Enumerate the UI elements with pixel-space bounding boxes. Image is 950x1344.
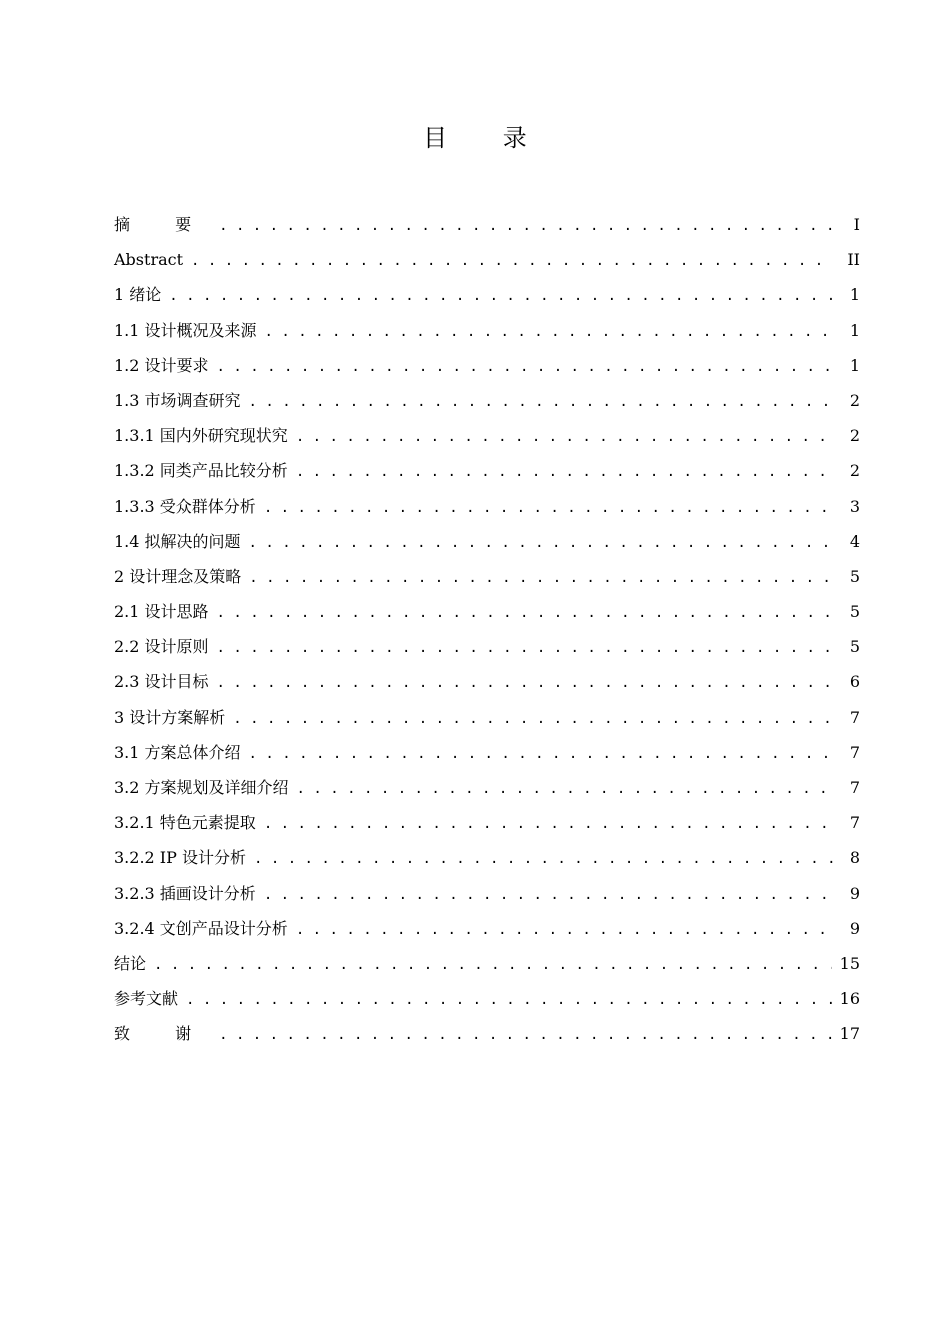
toc-dot-leader <box>249 737 834 772</box>
toc-dot-leader <box>296 420 834 455</box>
toc-entry-label: 3 设计方案解析 <box>114 707 226 727</box>
toc-dot-leader <box>264 807 834 842</box>
toc-entry[interactable] <box>114 277 860 312</box>
toc-dot-leader <box>264 878 834 913</box>
toc-dot-leader <box>233 702 834 737</box>
toc-dot-leader <box>249 526 834 561</box>
toc-entry-label: 3.2.1 特色元素提取 <box>114 813 256 833</box>
toc-entry-page-number: 7 <box>849 707 860 727</box>
toc-entry-page-number: 2 <box>849 461 860 481</box>
toc-entry-label: 1.2 设计要求 <box>114 355 209 375</box>
toc-entry-page-number: 5 <box>849 602 860 622</box>
toc-entry-page-number: 6 <box>849 672 860 692</box>
toc-entry[interactable] <box>114 383 860 418</box>
toc-dot-leader <box>217 596 834 631</box>
toc-entry-label: 2 设计理念及策略 <box>114 566 242 586</box>
toc-entry[interactable] <box>114 242 860 277</box>
toc-dot-leader <box>264 491 834 526</box>
table-of-contents <box>114 207 860 1052</box>
toc-entry[interactable] <box>114 313 860 348</box>
toc-entry-label: 1.3.2 同类产品比较分析 <box>114 461 288 481</box>
toc-entry-label: 3.1 方案总体介绍 <box>114 742 241 762</box>
toc-entry-label: 3.2.2 IP 设计分析 <box>114 848 246 868</box>
toc-entry-label: 1.3 市场调查研究 <box>114 390 241 410</box>
toc-entry[interactable] <box>114 770 860 805</box>
toc-entry-label: 1.3.1 国内外研究现状究 <box>114 426 288 446</box>
toc-dot-leader <box>265 315 834 350</box>
toc-dot-leader <box>154 948 832 983</box>
toc-entry-page-number: 9 <box>849 918 860 938</box>
toc-entry-page-number: I <box>853 215 860 234</box>
toc-dot-leader <box>186 983 832 1018</box>
toc-dot-leader <box>296 913 834 948</box>
toc-entry-page-number: 2 <box>849 390 860 410</box>
toc-entry-label: 3.2.3 插画设计分析 <box>114 883 256 903</box>
toc-entry[interactable] <box>114 805 860 840</box>
toc-entry-page-number: 7 <box>849 813 860 833</box>
toc-entry-page-number: 8 <box>849 848 860 868</box>
toc-entry[interactable] <box>114 559 860 594</box>
toc-entry-label: 2.2 设计原则 <box>114 637 209 657</box>
toc-entry-page-number: 7 <box>849 742 860 762</box>
toc-entry-page-number: 16 <box>839 989 860 1009</box>
toc-entry-label: 1.1 设计概况及来源 <box>114 320 257 340</box>
toc-dot-leader <box>169 279 834 314</box>
toc-dot-leader <box>219 209 834 244</box>
toc-entry-label: 1.4 拟解决的问题 <box>114 531 241 551</box>
toc-entry-label: 3.2 方案规划及详细介绍 <box>114 778 289 797</box>
toc-entry[interactable] <box>114 946 860 981</box>
toc-dot-leader <box>217 666 834 701</box>
toc-entry-page-number: 1 <box>849 285 860 305</box>
toc-entry-page-number: 3 <box>849 496 860 516</box>
toc-entry[interactable] <box>114 629 860 664</box>
toc-entry-page-number: II <box>847 250 860 270</box>
toc-entry-label: 2.3 设计目标 <box>114 672 209 692</box>
toc-entry[interactable] <box>114 348 860 383</box>
toc-entry[interactable] <box>114 524 860 559</box>
toc-entry-label: 2.1 设计思路 <box>114 602 209 622</box>
toc-entry-page-number: 9 <box>849 883 860 903</box>
toc-entry[interactable] <box>114 207 860 242</box>
toc-entry[interactable] <box>114 840 860 875</box>
toc-entry-page-number: 2 <box>849 426 860 446</box>
toc-dot-leader <box>296 455 834 490</box>
toc-dot-leader <box>191 244 834 279</box>
toc-dot-leader <box>249 385 834 420</box>
toc-entry[interactable] <box>114 911 860 946</box>
toc-entry[interactable] <box>114 594 860 629</box>
toc-dot-leader <box>217 631 834 666</box>
toc-entry-label: 参考文献 <box>114 989 179 1009</box>
toc-dot-leader <box>254 842 834 877</box>
toc-entry[interactable] <box>114 453 860 488</box>
page-title: 目 录 <box>423 124 551 152</box>
toc-entry-label: 致 谢 <box>114 1024 212 1044</box>
toc-entry-page-number: 17 <box>839 1024 860 1044</box>
toc-entry-page-number: 5 <box>849 637 860 657</box>
toc-dot-leader <box>219 1018 832 1053</box>
toc-entry-page-number: 1 <box>849 320 860 340</box>
toc-entry-label: 3.2.4 文创产品设计分析 <box>114 918 288 938</box>
toc-entry-page-number: 5 <box>849 566 860 586</box>
toc-entry-page-number: 1 <box>849 355 860 375</box>
toc-dot-leader <box>297 772 834 807</box>
toc-entry-page-number: 15 <box>839 953 860 973</box>
toc-entry-page-number: 7 <box>849 778 860 797</box>
toc-entry[interactable] <box>114 735 860 770</box>
toc-entry-label: 1 绪论 <box>114 285 162 305</box>
toc-dot-leader <box>249 561 834 596</box>
toc-entry-label: 结论 <box>114 953 147 973</box>
toc-dot-leader <box>217 350 834 385</box>
toc-entry[interactable] <box>114 981 860 1016</box>
toc-entry[interactable] <box>114 489 860 524</box>
toc-entry[interactable] <box>114 700 860 735</box>
toc-entry-label: Abstract <box>114 250 184 270</box>
toc-entry[interactable] <box>114 664 860 699</box>
toc-entry[interactable] <box>114 1016 860 1051</box>
toc-entry[interactable] <box>114 418 860 453</box>
toc-entry-page-number: 4 <box>849 531 860 551</box>
toc-entry-label: 1.3.3 受众群体分析 <box>114 496 256 516</box>
toc-entry-label: 摘 要 <box>114 215 212 234</box>
toc-entry[interactable] <box>114 876 860 911</box>
